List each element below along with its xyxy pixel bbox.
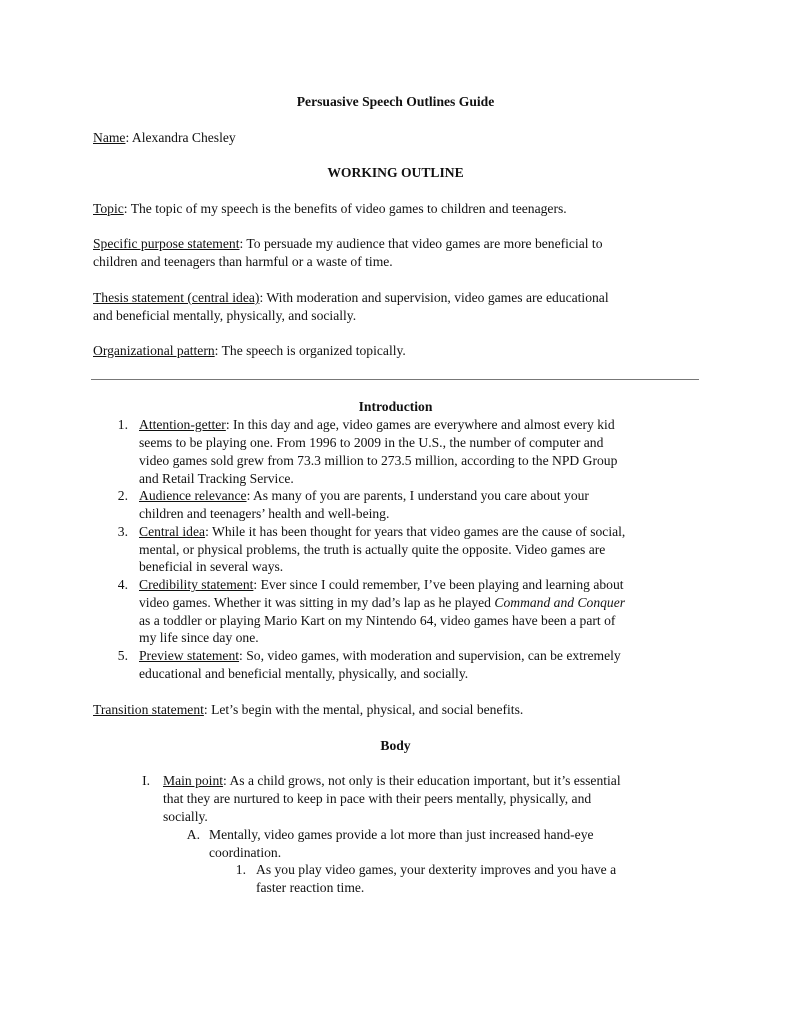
intro-item-line	[139, 523, 625, 541]
body-heading: Body	[380, 738, 411, 753]
subpoint-letter: A.	[186, 827, 200, 842]
intro-item-text: : In this day and age, video games are everywhere and almost every kid	[225, 417, 615, 432]
thesis-line-1	[93, 289, 609, 307]
preview-statement-label: Preview statement	[139, 648, 240, 663]
section-divider	[91, 379, 699, 380]
main-point-text: : As a child grows, not only is their education important, but it’s essential	[223, 773, 621, 788]
main-point-label: Main point	[163, 773, 224, 788]
intro-item-line: seems to be playing one. From 1996 to 2009 in the U.S., the number of computer and	[139, 435, 604, 450]
main-point-line	[163, 772, 621, 790]
introduction-heading: Introduction	[358, 399, 433, 414]
thesis-line-2: and beneficial mentally, physically, and socially.	[93, 308, 357, 323]
document-title: Persuasive Speech Outlines Guide	[296, 94, 495, 109]
game-title-italic: Command and Conquer	[494, 595, 626, 610]
central-idea-label: Central idea	[139, 524, 206, 539]
sub-subpoint-line: As you play video games, your dexterity improves and you have a	[256, 862, 617, 877]
intro-item-line	[139, 576, 624, 594]
main-point-line: socially.	[163, 809, 208, 824]
organization-text: : The speech is organized topically.	[214, 343, 406, 358]
main-point-number: I.	[142, 773, 150, 788]
intro-item-line: mental, or physical problems, the truth is actually quite the opposite. Video games are	[139, 542, 606, 557]
intro-item-line: my life since day one.	[139, 630, 259, 645]
intro-item-line: as a toddler or playing Mario Kart on my Nintendo 64, video games have been a part of	[139, 613, 616, 628]
intro-item-text: video games. Whether it was sitting in my dad’s lap as he played	[139, 595, 495, 610]
sub-subpoint-line: faster reaction time.	[256, 880, 365, 895]
intro-item-text: : While it has been thought for years that video games are the cause of social,	[205, 524, 626, 539]
intro-item-number: 2.	[117, 488, 128, 503]
audience-relevance-label: Audience relevance	[139, 488, 247, 503]
name-line	[93, 129, 236, 147]
transition-line	[93, 701, 523, 719]
subpoint-line: coordination.	[209, 845, 282, 860]
main-point-line: that they are nurtured to keep in pace with their peers mentally, physically, and	[163, 791, 592, 806]
intro-item-text: : As many of you are parents, I understand you care about your	[246, 488, 589, 503]
credibility-statement-label: Credibility statement	[139, 577, 254, 592]
intro-item-line: educational and beneficial mentally, physically, and socially.	[139, 666, 469, 681]
topic-text: : The topic of my speech is the benefits of video games to children and teenagers.	[123, 201, 567, 216]
organization-label: Organizational pattern	[93, 343, 215, 358]
sub-subpoint-number: 1.	[235, 862, 246, 877]
intro-item-line: and Retail Tracking Service.	[139, 471, 294, 486]
intro-item-number: 1.	[117, 417, 128, 432]
purpose-line-1	[93, 235, 603, 253]
transition-label: Transition statement	[93, 702, 204, 717]
subpoint-line: Mentally, video games provide a lot more than just increased hand-eye	[209, 827, 594, 842]
transition-text: : Let’s begin with the mental, physical, and social benefits.	[203, 702, 524, 717]
intro-item-line: children and teenagers’ health and well-being.	[139, 506, 390, 521]
intro-item-line	[139, 487, 589, 505]
thesis-text-1: : With moderation and supervision, video games are educational	[259, 290, 609, 305]
purpose-text-1: : To persuade my audience that video games are more beneficial to	[239, 236, 603, 251]
topic-line	[93, 200, 567, 218]
intro-item-text: : Ever since I could remember, I’ve been playing and learning about	[253, 577, 624, 592]
intro-item-number: 4.	[117, 577, 128, 592]
purpose-label: Specific purpose statement	[93, 236, 240, 251]
intro-item-number: 3.	[117, 524, 128, 539]
intro-item-line: video games sold grew from 73.3 million to 273.5 million, according to the NPD Group	[139, 453, 618, 468]
purpose-line-2: children and teenagers than harmful or a waste of time.	[93, 254, 393, 269]
intro-item-line	[139, 594, 625, 612]
thesis-label: Thesis statement (central idea)	[93, 290, 260, 305]
intro-item-line	[139, 416, 615, 434]
intro-item-text: : So, video games, with moderation and supervision, can be extremely	[239, 648, 621, 663]
attention-getter-label: Attention-getter	[139, 417, 226, 432]
topic-label: Topic	[93, 201, 124, 216]
name-value: : Alexandra Chesley	[125, 130, 236, 145]
organization-line	[93, 342, 406, 360]
name-label: Name	[93, 130, 126, 145]
working-outline-heading: WORKING OUTLINE	[327, 165, 464, 180]
intro-item-number: 5.	[117, 648, 128, 663]
intro-item-line	[139, 647, 621, 665]
intro-item-line: beneficial in several ways.	[139, 559, 284, 574]
